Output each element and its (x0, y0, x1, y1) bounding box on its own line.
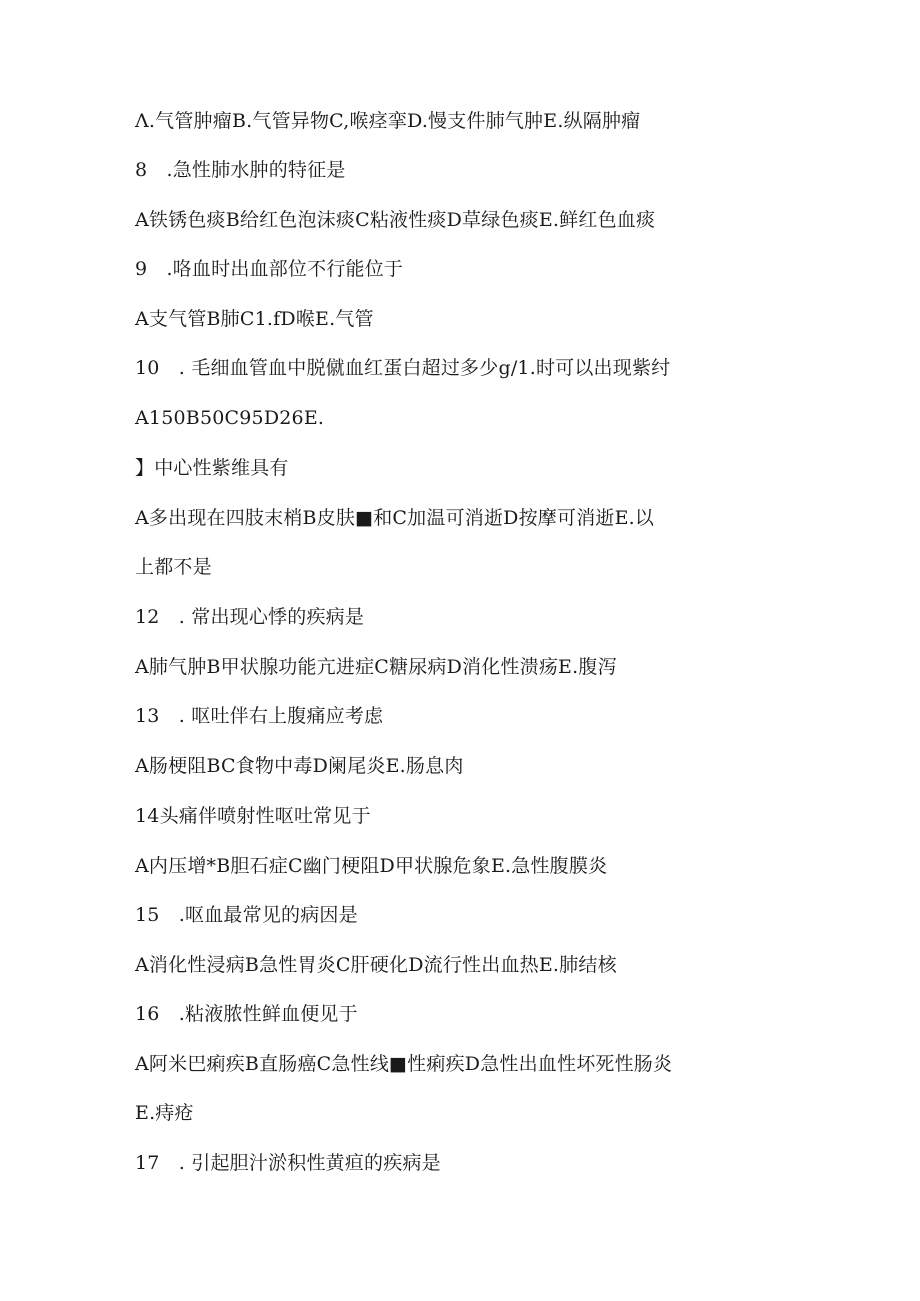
question-9: 9 .咯血时出血部位不行能位于 (135, 258, 404, 280)
option-line-15: A消化性浸病B急性胃炎C肝硬化D流行性出血热E.肺结核 (135, 954, 617, 976)
question-14: 14头痛伴喷射性呕吐常见于 (135, 805, 371, 827)
option-line-7: Λ.气管肿瘤B.气管异物C,喉痉挛D.慢支件肺气肿E.纵隔肿瘤 (135, 110, 641, 132)
option-line-12: A肺气肿B甲状腺功能亢进症C糖尿病D消化性溃疡E.腹泻 (135, 656, 617, 678)
question-17: 17 . 引起胆汁淤积性黄疸的疾病是 (135, 1152, 441, 1174)
question-13: 13 . 呕吐伴右上腹痛应考虑 (135, 705, 384, 727)
option-line-10: A150B50C95D26E. (135, 407, 325, 429)
option-line-16-cont: E.痔疮 (135, 1102, 194, 1124)
question-16: 16 .粘液脓性鲜血便见于 (135, 1003, 358, 1025)
option-line-14: A内压增*B胆石症C幽门梗阻D甲状腺危象E.急性腹膜炎 (135, 855, 608, 877)
option-line-16: A阿米巴痢疾B直肠癌C急性线■性痢疾D急性出血性坏死性肠炎 (135, 1053, 673, 1075)
option-line-13: A肠梗阻BC食物中毒D阑尾炎E.肠息肉 (135, 755, 464, 777)
question-11: 】中心性紫维具有 (135, 457, 289, 479)
question-12: 12 . 常出现心悸的疾病是 (135, 606, 365, 628)
option-line-11-cont: 上都不是 (135, 556, 212, 578)
question-8: 8 .急性肺水肿的特征是 (135, 159, 346, 181)
question-10: 10 . 毛细血管血中脱僦血红蛋白超过多少g/1.时可以出现紫纣 (135, 357, 671, 379)
question-15: 15 .呕血最常见的病因是 (135, 904, 358, 926)
option-line-9: A支气管B肺C1.fD喉E.气管 (135, 308, 374, 330)
option-line-8: A铁锈色痰B给红色泡沫痰C粘液性痰D草绿色痰E.鲜红色血痰 (135, 209, 656, 231)
option-line-11: A多出现在四肢末梢B皮肤■和C加温可消逝D按摩可消逝E.以 (135, 507, 655, 529)
